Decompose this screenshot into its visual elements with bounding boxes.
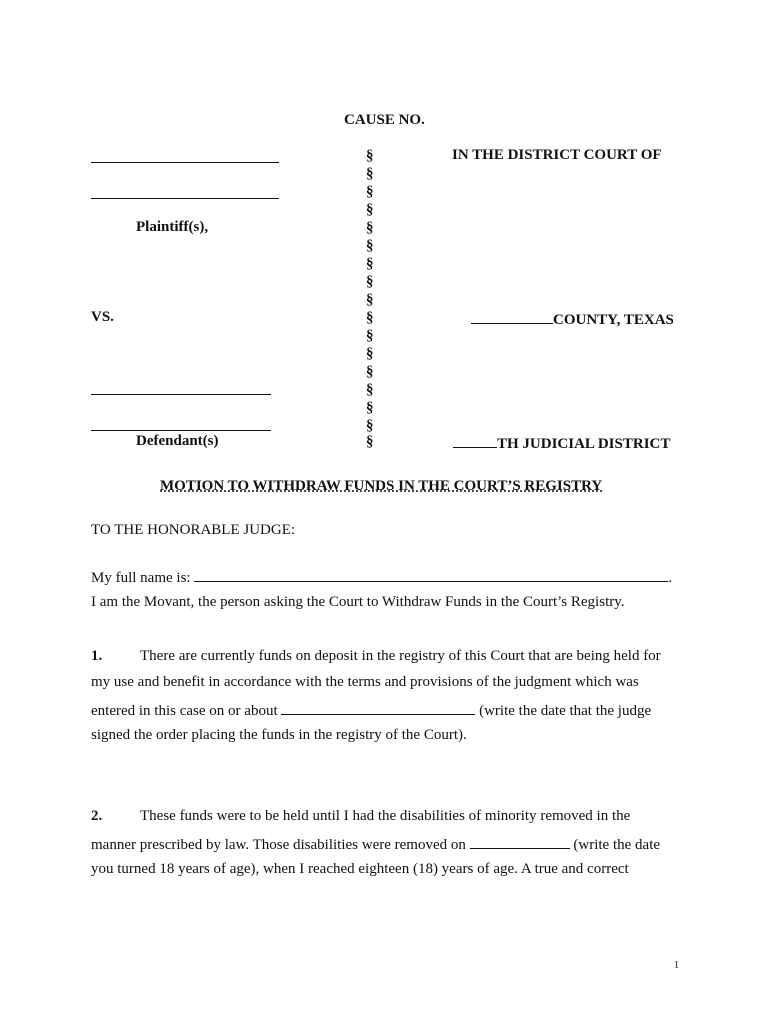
section-mark: § — [366, 148, 374, 164]
para1-line3 — [91, 700, 651, 720]
motion-title: MOTION TO WITHDRAW FUNDS IN THE COURT’S REGISTRY — [160, 478, 603, 494]
section-mark: § — [366, 310, 374, 326]
name-end: . — [668, 570, 673, 586]
defendant-blank-1[interactable] — [91, 394, 271, 395]
section-mark: § — [366, 292, 374, 308]
section-mark: § — [366, 364, 374, 380]
section-mark: § — [366, 166, 374, 182]
para2-line3: you turned 18 years of age), when I reached eighteen (18) years of age. A true and correct — [91, 861, 629, 877]
section-mark: § — [366, 274, 374, 290]
page-number: 1 — [674, 960, 679, 971]
para1-line1: There are currently funds on deposit in the registry of this Court that are being held for — [140, 648, 661, 664]
court-of-label: IN THE DISTRICT COURT OF — [452, 147, 662, 163]
vs-label: VS. — [91, 309, 114, 325]
section-mark: § — [366, 184, 374, 200]
county-blank[interactable] — [471, 309, 553, 324]
eighteenth-birthday-blank[interactable] — [470, 834, 570, 849]
section-mark: § — [366, 400, 374, 416]
para1-number: 1. — [91, 648, 103, 664]
section-mark: § — [366, 418, 374, 434]
plaintiffs-label: Plaintiff(s), — [136, 219, 209, 235]
judicial-district-label: TH JUDICIAL DISTRICT — [497, 436, 671, 452]
section-mark: § — [366, 382, 374, 398]
judicial-district-line — [453, 433, 670, 453]
para2-line2 — [91, 834, 660, 854]
cause-no-label: CAUSE NO. — [344, 112, 425, 128]
para1-line4: signed the order placing the funds in the registry of the Court). — [91, 727, 467, 743]
section-mark: § — [366, 346, 374, 362]
section-mark: § — [366, 328, 374, 344]
district-number-blank[interactable] — [453, 433, 497, 448]
section-mark: § — [366, 238, 374, 254]
full-name-blank[interactable] — [194, 567, 668, 582]
plaintiff-blank-1[interactable] — [91, 162, 279, 163]
para2-line2b: (write the date — [573, 837, 661, 853]
para2-line1: These funds were to be held until I had the disabilities of minority removed in the — [140, 808, 631, 824]
para2-line2a: manner prescribed by law. Those disabilities were removed on — [91, 837, 466, 853]
judgment-date-blank[interactable] — [281, 700, 475, 715]
para2-number: 2. — [91, 808, 103, 824]
para1-line2: my use and benefit in accordance with the terms and provisions of the judgment which was — [91, 674, 639, 690]
para1-line3a: entered in this case on or about — [91, 703, 278, 719]
plaintiff-blank-2[interactable] — [91, 198, 279, 199]
para1-line3b: (write the date that the judge — [479, 703, 652, 719]
section-mark: § — [366, 434, 374, 450]
movant-statement: I am the Movant, the person asking the Court to Withdraw Funds in the Court’s Registry. — [91, 594, 625, 610]
section-mark: § — [366, 202, 374, 218]
section-mark: § — [366, 220, 374, 236]
name-label: My full name is: — [91, 570, 191, 586]
section-mark: § — [366, 256, 374, 272]
county-line — [471, 309, 674, 329]
defendants-label: Defendant(s) — [136, 433, 219, 449]
name-line — [91, 567, 672, 587]
salutation: TO THE HONORABLE JUDGE: — [91, 522, 296, 538]
county-label: COUNTY, TEXAS — [553, 312, 674, 328]
defendant-blank-2[interactable] — [91, 430, 271, 431]
